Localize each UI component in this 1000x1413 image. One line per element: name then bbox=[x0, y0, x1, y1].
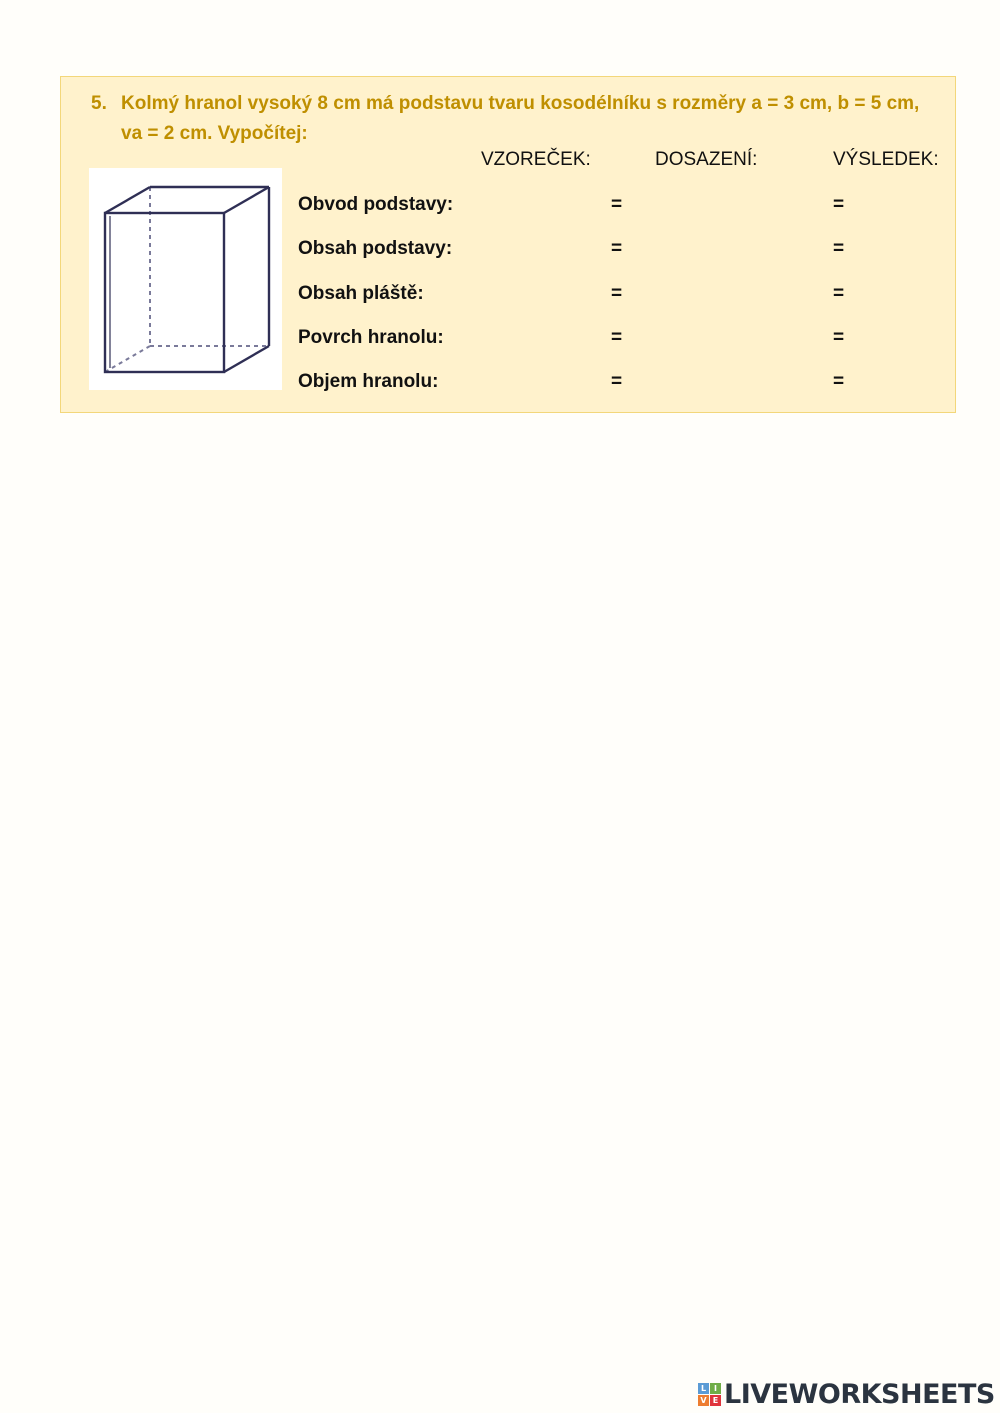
task-box bbox=[60, 76, 956, 413]
column-header-result: VÝSLEDEK: bbox=[833, 149, 939, 170]
task-title bbox=[91, 89, 941, 149]
prism-figure bbox=[89, 168, 282, 390]
task-number: 5. bbox=[91, 93, 107, 114]
prism-icon bbox=[89, 168, 282, 390]
row-label-base-area: Obsah podstavy: bbox=[298, 238, 453, 259]
result-input-perimeter[interactable] bbox=[856, 192, 946, 220]
substitution-input-lateral-area[interactable] bbox=[636, 281, 826, 309]
substitution-input-surface-area[interactable] bbox=[636, 325, 826, 353]
result-input-lateral-area[interactable] bbox=[856, 281, 946, 309]
liveworksheets-logo bbox=[698, 1377, 995, 1411]
formula-input-perimeter[interactable] bbox=[471, 192, 601, 220]
result-input-surface-area[interactable] bbox=[856, 325, 946, 353]
equals-sign: = bbox=[611, 238, 623, 259]
logo-text: LIVEWORKSHEETS bbox=[724, 1378, 995, 1410]
logo-mark-tile: E bbox=[710, 1395, 721, 1406]
formula-input-surface-area[interactable] bbox=[471, 325, 601, 353]
logo-mark-icon bbox=[698, 1383, 721, 1406]
equals-sign: = bbox=[833, 194, 845, 215]
substitution-input-perimeter[interactable] bbox=[636, 192, 826, 220]
logo-mark-tile: L bbox=[698, 1383, 709, 1394]
result-input-volume[interactable] bbox=[856, 369, 946, 397]
equals-sign: = bbox=[833, 238, 845, 259]
equals-sign: = bbox=[611, 371, 623, 392]
column-header-formula: VZOREČEK: bbox=[481, 149, 591, 170]
row-label-volume: Objem hranolu: bbox=[298, 371, 439, 392]
equals-sign: = bbox=[611, 194, 623, 215]
formula-input-base-area[interactable] bbox=[471, 236, 601, 264]
logo-mark-tile: I bbox=[710, 1383, 721, 1394]
row-label-surface-area: Povrch hranolu: bbox=[298, 327, 444, 348]
equals-sign: = bbox=[833, 327, 845, 348]
equals-sign: = bbox=[611, 327, 623, 348]
equals-sign: = bbox=[611, 283, 623, 304]
equals-sign: = bbox=[833, 371, 845, 392]
result-input-base-area[interactable] bbox=[856, 236, 946, 264]
substitution-input-base-area[interactable] bbox=[636, 236, 826, 264]
task-text: Kolmý hranol vysoký 8 cm má podstavu tvaru kosodélníku s rozměry a = 3 cm, b = 5 cm, va = 2 cm. Vypočítej: bbox=[121, 93, 920, 144]
logo-mark-tile: V bbox=[698, 1395, 709, 1406]
column-header-substitution: DOSAZENÍ: bbox=[655, 149, 758, 170]
formula-input-volume[interactable] bbox=[471, 369, 601, 397]
equals-sign: = bbox=[833, 283, 845, 304]
row-label-perimeter: Obvod podstavy: bbox=[298, 194, 454, 215]
row-label-lateral-area: Obsah pláště: bbox=[298, 283, 424, 304]
substitution-input-volume[interactable] bbox=[636, 369, 826, 397]
formula-input-lateral-area[interactable] bbox=[471, 281, 601, 309]
